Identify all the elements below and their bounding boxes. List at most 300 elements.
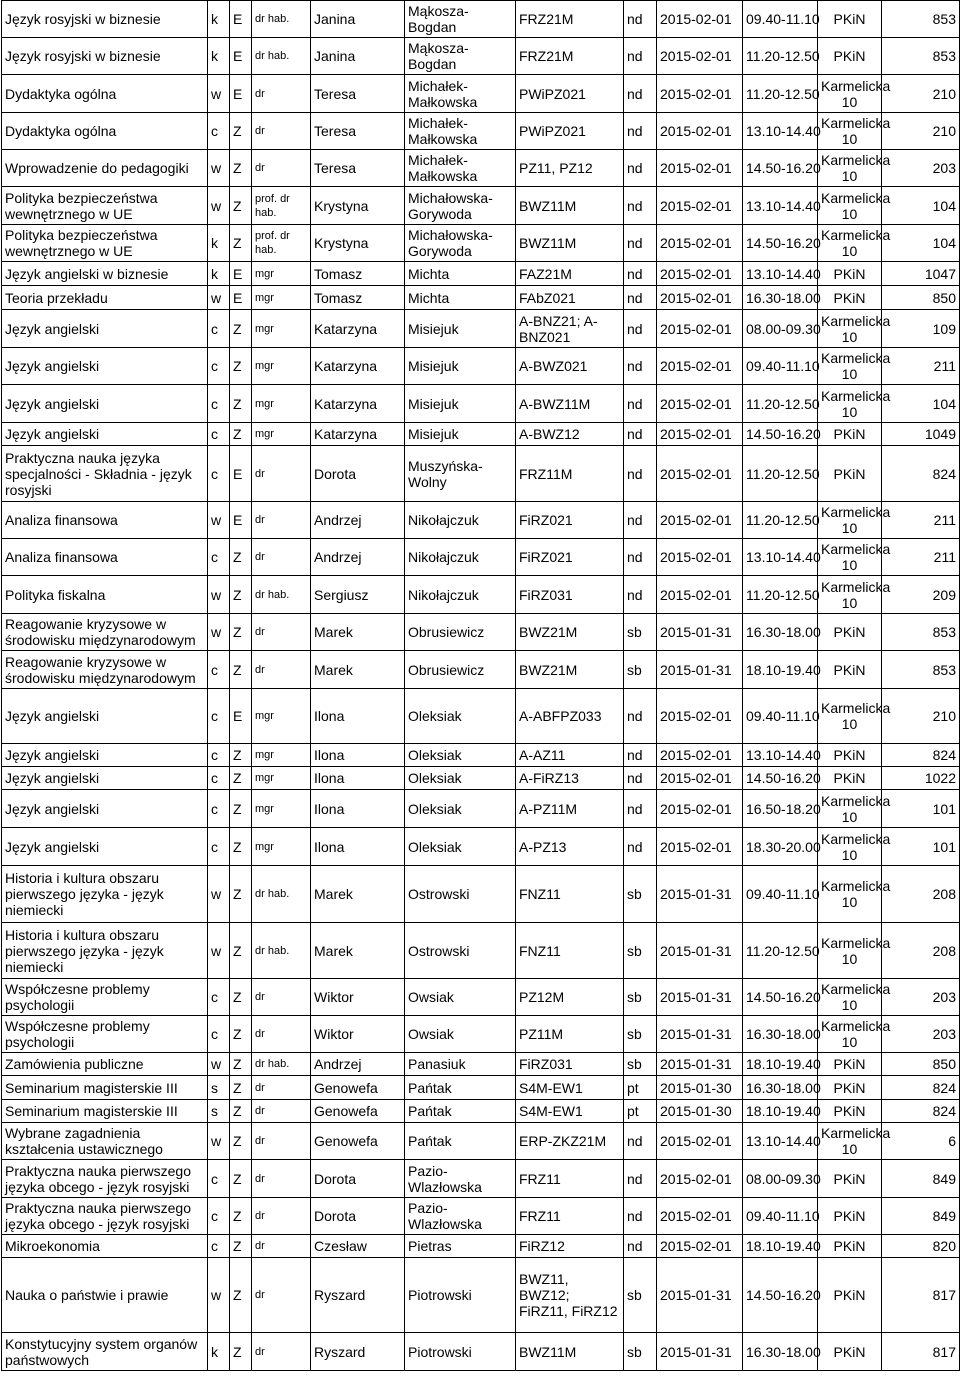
location-cell: Karmelicka 10	[818, 866, 882, 923]
academic-title-cell: dr	[252, 1160, 311, 1198]
exam-type-cell: Z	[230, 1235, 252, 1258]
course-name-cell: Praktyczna nauka pierwszego języka obcego - język rosyjski	[2, 1160, 208, 1198]
last-name-cell: Oleksiak	[405, 790, 516, 828]
time-cell: 13.10-14.40	[743, 262, 818, 286]
room-cell: 211	[882, 502, 960, 539]
location-cell: Karmelicka 10	[818, 790, 882, 828]
location-cell: PKiN	[818, 651, 882, 689]
course-form-cell: w	[208, 1123, 230, 1160]
group-code-cell: PZ11, PZ12	[516, 150, 624, 187]
room-cell: 849	[882, 1198, 960, 1235]
location-cell: PKiN	[818, 1235, 882, 1258]
course-form-cell: w	[208, 75, 230, 113]
day-cell: nd	[624, 767, 657, 790]
location-cell: PKiN	[818, 286, 882, 310]
time-cell: 09.40-11.10	[743, 689, 818, 744]
course-form-cell: c	[208, 446, 230, 502]
academic-title-cell: dr	[252, 979, 311, 1016]
group-code-cell: A-FiRZ13	[516, 767, 624, 790]
table-row	[2, 744, 960, 767]
group-code-cell: BWZ21M	[516, 651, 624, 689]
academic-title-cell: dr	[252, 1333, 311, 1371]
course-name-cell: Analiza finansowa	[2, 539, 208, 576]
first-name-cell: Wiktor	[311, 1016, 405, 1053]
room-cell: 824	[882, 744, 960, 767]
day-cell: nd	[624, 576, 657, 614]
group-code-cell: S4M-EW1	[516, 1076, 624, 1100]
day-cell: nd	[624, 348, 657, 385]
last-name-cell: Oleksiak	[405, 828, 516, 866]
location-cell: PKiN	[818, 1258, 882, 1333]
academic-title-cell: dr	[252, 1123, 311, 1160]
academic-title-cell: dr	[252, 614, 311, 651]
time-cell: 14.50-16.20	[743, 1258, 818, 1333]
academic-title-cell: dr hab.	[252, 923, 311, 979]
room-cell: 850	[882, 1053, 960, 1076]
academic-title-cell: dr	[252, 113, 311, 150]
group-code-cell: FNZ11	[516, 923, 624, 979]
exam-type-cell: Z	[230, 423, 252, 446]
table-row	[2, 1235, 960, 1258]
first-name-cell: Tomasz	[311, 286, 405, 310]
time-cell: 16.30-18.00	[743, 1076, 818, 1100]
group-code-cell: FAZ21M	[516, 262, 624, 286]
time-cell: 16.30-18.00	[743, 614, 818, 651]
group-code-cell: PWiPZ021	[516, 75, 624, 113]
table-row	[2, 310, 960, 348]
course-name-cell: Język rosyjski w biznesie	[2, 38, 208, 75]
day-cell: nd	[624, 423, 657, 446]
group-code-cell: BWZ11M	[516, 225, 624, 262]
room-cell: 210	[882, 75, 960, 113]
room-cell: 853	[882, 614, 960, 651]
academic-title-cell: dr	[252, 1016, 311, 1053]
first-name-cell: Katarzyna	[311, 385, 405, 423]
first-name-cell: Ilona	[311, 689, 405, 744]
table-row	[2, 385, 960, 423]
time-cell: 18.10-19.40	[743, 651, 818, 689]
date-cell: 2015-02-01	[657, 75, 743, 113]
time-cell: 13.10-14.40	[743, 539, 818, 576]
course-name-cell: Język angielski	[2, 767, 208, 790]
location-cell: Karmelicka 10	[818, 310, 882, 348]
date-cell: 2015-01-31	[657, 651, 743, 689]
academic-title-cell: mgr	[252, 790, 311, 828]
time-cell: 13.10-14.40	[743, 187, 818, 225]
date-cell: 2015-01-30	[657, 1076, 743, 1100]
course-name-cell: Współczesne problemy psychologii	[2, 979, 208, 1016]
date-cell: 2015-01-31	[657, 1016, 743, 1053]
location-cell: PKiN	[818, 38, 882, 75]
last-name-cell: Obrusiewicz	[405, 614, 516, 651]
date-cell: 2015-02-01	[657, 1235, 743, 1258]
table-row	[2, 1160, 960, 1198]
course-form-cell: w	[208, 576, 230, 614]
course-name-cell: Język angielski	[2, 744, 208, 767]
date-cell: 2015-02-01	[657, 1, 743, 38]
last-name-cell: Pazio-Wlazłowska	[405, 1198, 516, 1235]
table-row	[2, 979, 960, 1016]
first-name-cell: Ilona	[311, 744, 405, 767]
first-name-cell: Teresa	[311, 113, 405, 150]
date-cell: 2015-02-01	[657, 502, 743, 539]
last-name-cell: Nikołajczuk	[405, 539, 516, 576]
room-cell: 211	[882, 348, 960, 385]
first-name-cell: Andrzej	[311, 539, 405, 576]
first-name-cell: Genowefa	[311, 1100, 405, 1123]
exam-type-cell: Z	[230, 348, 252, 385]
location-cell: Karmelicka 10	[818, 539, 882, 576]
room-cell: 104	[882, 187, 960, 225]
date-cell: 2015-02-01	[657, 576, 743, 614]
first-name-cell: Genowefa	[311, 1123, 405, 1160]
location-cell: PKiN	[818, 1076, 882, 1100]
first-name-cell: Ilona	[311, 828, 405, 866]
course-name-cell: Praktyczna nauka języka specjalności - Składnia - język rosyjski	[2, 446, 208, 502]
first-name-cell: Katarzyna	[311, 348, 405, 385]
last-name-cell: Mąkosza-Bogdan	[405, 38, 516, 75]
day-cell: nd	[624, 150, 657, 187]
room-cell: 853	[882, 38, 960, 75]
course-form-cell: c	[208, 113, 230, 150]
date-cell: 2015-02-01	[657, 1198, 743, 1235]
room-cell: 104	[882, 225, 960, 262]
group-code-cell: FRZ21M	[516, 38, 624, 75]
time-cell: 09.40-11.10	[743, 1198, 818, 1235]
date-cell: 2015-02-01	[657, 539, 743, 576]
course-name-cell: Praktyczna nauka pierwszego języka obcego - język rosyjski	[2, 1198, 208, 1235]
exam-type-cell: Z	[230, 1053, 252, 1076]
day-cell: nd	[624, 38, 657, 75]
time-cell: 13.10-14.40	[743, 1123, 818, 1160]
group-code-cell: A-BWZ12	[516, 423, 624, 446]
location-cell: Karmelicka 10	[818, 187, 882, 225]
exam-type-cell: Z	[230, 150, 252, 187]
table-row	[2, 1053, 960, 1076]
location-cell: Karmelicka 10	[818, 113, 882, 150]
academic-title-cell: dr	[252, 446, 311, 502]
first-name-cell: Dorota	[311, 1198, 405, 1235]
course-form-cell: c	[208, 651, 230, 689]
course-form-cell: c	[208, 790, 230, 828]
table-row	[2, 187, 960, 225]
exam-type-cell: Z	[230, 1258, 252, 1333]
date-cell: 2015-02-01	[657, 1160, 743, 1198]
course-name-cell: Mikroekonomia	[2, 1235, 208, 1258]
day-cell: nd	[624, 502, 657, 539]
exam-type-cell: E	[230, 286, 252, 310]
location-cell: Karmelicka 10	[818, 348, 882, 385]
day-cell: nd	[624, 689, 657, 744]
academic-title-cell: dr	[252, 150, 311, 187]
day-cell: sb	[624, 614, 657, 651]
table-row	[2, 828, 960, 866]
course-name-cell: Polityka fiskalna	[2, 576, 208, 614]
academic-title-cell: dr	[252, 651, 311, 689]
course-name-cell: Polityka bezpieczeństwa wewnętrznego w UE	[2, 225, 208, 262]
time-cell: 14.50-16.20	[743, 423, 818, 446]
course-form-cell: w	[208, 1053, 230, 1076]
date-cell: 2015-01-31	[657, 614, 743, 651]
room-cell: 853	[882, 1, 960, 38]
exam-type-cell: Z	[230, 979, 252, 1016]
course-name-cell: Reagowanie kryzysowe w środowisku międzynarodowym	[2, 614, 208, 651]
group-code-cell: A-PZ11M	[516, 790, 624, 828]
time-cell: 14.50-16.20	[743, 225, 818, 262]
time-cell: 08.00-09.30	[743, 1160, 818, 1198]
first-name-cell: Katarzyna	[311, 423, 405, 446]
exam-type-cell: Z	[230, 385, 252, 423]
room-cell: 6	[882, 1123, 960, 1160]
table-row	[2, 866, 960, 923]
group-code-cell: BWZ11, BWZ12; FiRZ11, FiRZ12	[516, 1258, 624, 1333]
academic-title-cell: mgr	[252, 310, 311, 348]
time-cell: 11.20-12.50	[743, 923, 818, 979]
date-cell: 2015-01-31	[657, 1258, 743, 1333]
group-code-cell: FiRZ12	[516, 1235, 624, 1258]
schedule-table	[1, 0, 960, 1371]
first-name-cell: Wiktor	[311, 979, 405, 1016]
first-name-cell: Teresa	[311, 150, 405, 187]
room-cell: 1047	[882, 262, 960, 286]
date-cell: 2015-02-01	[657, 828, 743, 866]
location-cell: PKiN	[818, 1, 882, 38]
exam-type-cell: Z	[230, 1333, 252, 1371]
day-cell: nd	[624, 1235, 657, 1258]
course-form-cell: w	[208, 286, 230, 310]
group-code-cell: BWZ11M	[516, 1333, 624, 1371]
group-code-cell: FRZ11M	[516, 446, 624, 502]
date-cell: 2015-02-01	[657, 113, 743, 150]
first-name-cell: Dorota	[311, 1160, 405, 1198]
course-form-cell: w	[208, 866, 230, 923]
time-cell: 11.20-12.50	[743, 38, 818, 75]
group-code-cell: FRZ21M	[516, 1, 624, 38]
group-code-cell: FiRZ021	[516, 539, 624, 576]
group-code-cell: A-AZ11	[516, 744, 624, 767]
table-row	[2, 651, 960, 689]
first-name-cell: Marek	[311, 614, 405, 651]
academic-title-cell: mgr	[252, 767, 311, 790]
room-cell: 824	[882, 1076, 960, 1100]
time-cell: 14.50-16.20	[743, 767, 818, 790]
day-cell: sb	[624, 923, 657, 979]
table-row	[2, 113, 960, 150]
date-cell: 2015-02-01	[657, 262, 743, 286]
first-name-cell: Krystyna	[311, 225, 405, 262]
location-cell: PKiN	[818, 1160, 882, 1198]
academic-title-cell: mgr	[252, 828, 311, 866]
table-row	[2, 1, 960, 38]
day-cell: nd	[624, 113, 657, 150]
exam-type-cell: Z	[230, 1160, 252, 1198]
location-cell: Karmelicka 10	[818, 1016, 882, 1053]
last-name-cell: Owsiak	[405, 979, 516, 1016]
time-cell: 16.50-18.20	[743, 790, 818, 828]
time-cell: 18.30-20.00	[743, 828, 818, 866]
last-name-cell: Nikołajczuk	[405, 576, 516, 614]
date-cell: 2015-02-01	[657, 446, 743, 502]
room-cell: 109	[882, 310, 960, 348]
location-cell: PKiN	[818, 1198, 882, 1235]
table-row	[2, 150, 960, 187]
location-cell: Karmelicka 10	[818, 689, 882, 744]
last-name-cell: Michałowska-Gorywoda	[405, 225, 516, 262]
day-cell: nd	[624, 744, 657, 767]
group-code-cell: ERP-ZKZ21M	[516, 1123, 624, 1160]
first-name-cell: Tomasz	[311, 262, 405, 286]
date-cell: 2015-02-01	[657, 310, 743, 348]
room-cell: 203	[882, 979, 960, 1016]
room-cell: 210	[882, 113, 960, 150]
course-form-cell: k	[208, 1, 230, 38]
last-name-cell: Pańtak	[405, 1100, 516, 1123]
academic-title-cell: mgr	[252, 348, 311, 385]
location-cell: PKiN	[818, 1053, 882, 1076]
time-cell: 18.10-19.40	[743, 1053, 818, 1076]
academic-title-cell: prof. dr hab.	[252, 225, 311, 262]
course-name-cell: Język angielski	[2, 790, 208, 828]
date-cell: 2015-02-01	[657, 187, 743, 225]
day-cell: nd	[624, 790, 657, 828]
group-code-cell: A-BWZ021	[516, 348, 624, 385]
group-code-cell: PWiPZ021	[516, 113, 624, 150]
academic-title-cell: dr	[252, 539, 311, 576]
course-form-cell: c	[208, 539, 230, 576]
academic-title-cell: prof. dr hab.	[252, 187, 311, 225]
table-row	[2, 1016, 960, 1053]
day-cell: nd	[624, 75, 657, 113]
date-cell: 2015-02-01	[657, 790, 743, 828]
room-cell: 817	[882, 1258, 960, 1333]
last-name-cell: Michałek-Małkowska	[405, 75, 516, 113]
academic-title-cell: mgr	[252, 385, 311, 423]
course-name-cell: Zamówienia publiczne	[2, 1053, 208, 1076]
date-cell: 2015-01-31	[657, 923, 743, 979]
course-form-cell: s	[208, 1100, 230, 1123]
course-name-cell: Język angielski	[2, 348, 208, 385]
location-cell: PKiN	[818, 614, 882, 651]
table-row	[2, 767, 960, 790]
first-name-cell: Janina	[311, 1, 405, 38]
last-name-cell: Piotrowski	[405, 1258, 516, 1333]
course-name-cell: Wybrane zagadnienia kształcenia ustawicznego	[2, 1123, 208, 1160]
first-name-cell: Ilona	[311, 790, 405, 828]
course-form-cell: c	[208, 1160, 230, 1198]
course-name-cell: Język angielski	[2, 689, 208, 744]
course-form-cell: c	[208, 423, 230, 446]
exam-type-cell: Z	[230, 576, 252, 614]
academic-title-cell: mgr	[252, 689, 311, 744]
room-cell: 853	[882, 651, 960, 689]
course-form-cell: w	[208, 150, 230, 187]
course-form-cell: s	[208, 1076, 230, 1100]
course-name-cell: Seminarium magisterskie III	[2, 1076, 208, 1100]
last-name-cell: Mąkosza-Bogdan	[405, 1, 516, 38]
date-cell: 2015-02-01	[657, 150, 743, 187]
course-name-cell: Język angielski	[2, 423, 208, 446]
course-name-cell: Dydaktyka ogólna	[2, 113, 208, 150]
date-cell: 2015-02-01	[657, 767, 743, 790]
exam-type-cell: E	[230, 446, 252, 502]
course-name-cell: Seminarium magisterskie III	[2, 1100, 208, 1123]
time-cell: 14.50-16.20	[743, 979, 818, 1016]
first-name-cell: Ryszard	[311, 1258, 405, 1333]
location-cell: Karmelicka 10	[818, 923, 882, 979]
table-row	[2, 1258, 960, 1333]
time-cell: 11.20-12.50	[743, 385, 818, 423]
table-row	[2, 286, 960, 310]
day-cell: nd	[624, 1123, 657, 1160]
exam-type-cell: Z	[230, 828, 252, 866]
course-form-cell: c	[208, 385, 230, 423]
academic-title-cell: mgr	[252, 423, 311, 446]
course-form-cell: c	[208, 1016, 230, 1053]
academic-title-cell: dr	[252, 502, 311, 539]
date-cell: 2015-02-01	[657, 225, 743, 262]
last-name-cell: Piotrowski	[405, 1333, 516, 1371]
table-row	[2, 423, 960, 446]
day-cell: nd	[624, 1198, 657, 1235]
table-row	[2, 502, 960, 539]
last-name-cell: Owsiak	[405, 1016, 516, 1053]
room-cell: 820	[882, 1235, 960, 1258]
room-cell: 849	[882, 1160, 960, 1198]
last-name-cell: Michta	[405, 286, 516, 310]
course-name-cell: Współczesne problemy psychologii	[2, 1016, 208, 1053]
exam-type-cell: E	[230, 1, 252, 38]
room-cell: 824	[882, 446, 960, 502]
group-code-cell: A-BWZ11M	[516, 385, 624, 423]
table-row	[2, 1100, 960, 1123]
academic-title-cell: mgr	[252, 744, 311, 767]
course-form-cell: k	[208, 225, 230, 262]
first-name-cell: Marek	[311, 866, 405, 923]
course-name-cell: Język angielski	[2, 828, 208, 866]
group-code-cell: FRZ11	[516, 1198, 624, 1235]
last-name-cell: Misiejuk	[405, 310, 516, 348]
course-form-cell: w	[208, 1258, 230, 1333]
exam-type-cell: E	[230, 75, 252, 113]
exam-type-cell: Z	[230, 225, 252, 262]
exam-type-cell: E	[230, 38, 252, 75]
group-code-cell: S4M-EW1	[516, 1100, 624, 1123]
table-row	[2, 75, 960, 113]
time-cell: 16.30-18.00	[743, 286, 818, 310]
room-cell: 850	[882, 286, 960, 310]
table-row	[2, 38, 960, 75]
course-form-cell: w	[208, 614, 230, 651]
last-name-cell: Misiejuk	[405, 385, 516, 423]
group-code-cell: FAbZ021	[516, 286, 624, 310]
date-cell: 2015-02-01	[657, 38, 743, 75]
academic-title-cell: dr	[252, 1258, 311, 1333]
exam-type-cell: Z	[230, 113, 252, 150]
exam-type-cell: Z	[230, 614, 252, 651]
first-name-cell: Ilona	[311, 767, 405, 790]
course-form-cell: c	[208, 689, 230, 744]
room-cell: 209	[882, 576, 960, 614]
date-cell: 2015-02-01	[657, 348, 743, 385]
course-form-cell: c	[208, 767, 230, 790]
day-cell: sb	[624, 1053, 657, 1076]
academic-title-cell: mgr	[252, 262, 311, 286]
course-form-cell: w	[208, 923, 230, 979]
location-cell: Karmelicka 10	[818, 225, 882, 262]
last-name-cell: Michta	[405, 262, 516, 286]
academic-title-cell: dr hab.	[252, 576, 311, 614]
date-cell: 2015-02-01	[657, 689, 743, 744]
